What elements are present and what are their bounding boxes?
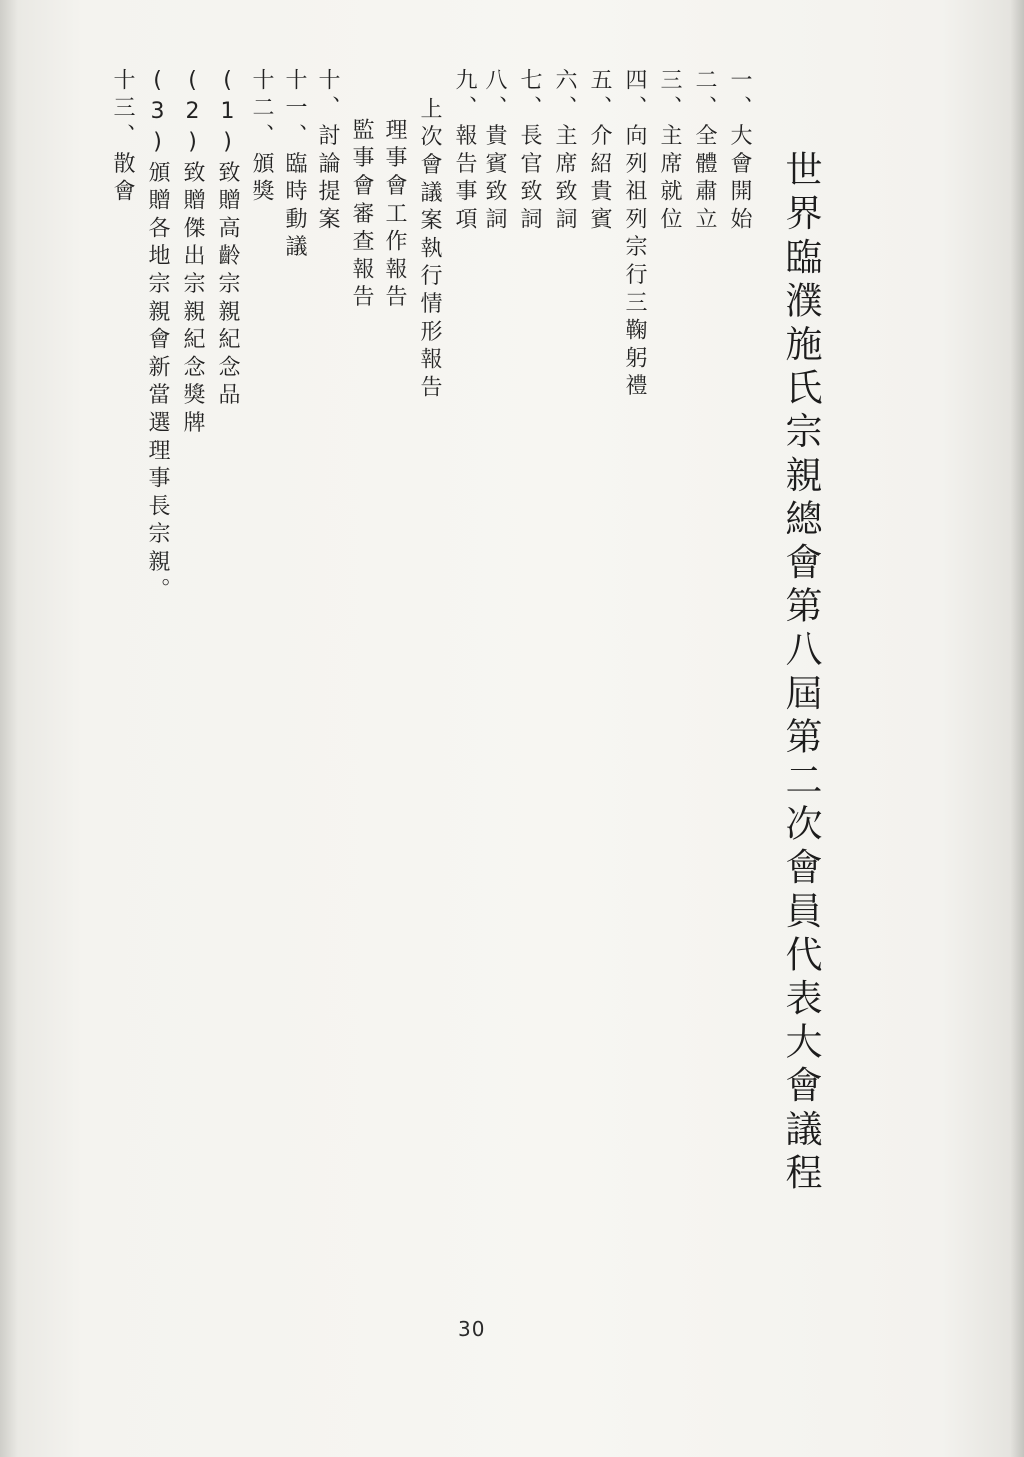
agenda-item-5: 五、介紹貴賓 [587, 68, 612, 235]
document-title: 世界臨濮施氏宗親總會第八屆第二次會員代表大會議程 [779, 150, 822, 1197]
agenda-item-9-sub-2: 理事會工作報告 [382, 118, 407, 313]
agenda-item-13: 十三、散會 [110, 68, 135, 207]
agenda-item-7: 七、長官致詞 [517, 68, 542, 235]
agenda-item-4: 四、向列祖列宗行三鞠躬禮 [622, 68, 647, 402]
agenda-item-8: 八、貴賓致詞 [482, 68, 507, 235]
agenda-item-12-sub-1: (1)致贈高齡宗親紀念品 [215, 68, 240, 411]
agenda-item-11: 十一、臨時動議 [282, 68, 307, 263]
agenda-item-1: 一、大會開始 [727, 68, 752, 235]
agenda-item-10: 十、討論提案 [315, 68, 340, 235]
agenda-item-6: 六、主席致詞 [552, 68, 577, 235]
agenda-item-9-sub-1: 上次會議案執行情形報告 [417, 97, 442, 403]
page-edge-right [1010, 0, 1024, 1457]
agenda-item-9-sub-3: 監事會審查報告 [349, 118, 374, 313]
page-edge-left [0, 0, 18, 1457]
agenda-item-9: 九、報告事項 [452, 68, 477, 235]
agenda-item-2: 二、全體肅立 [692, 68, 717, 235]
agenda-item-12-sub-3: (3)頒贈各地宗親會新當選理事長宗親。 [145, 68, 170, 606]
agenda-item-12: 十二、頒獎 [249, 68, 274, 207]
page-number: 30 [458, 1317, 486, 1341]
agenda-item-12-sub-2: (2)致贈傑出宗親紀念獎牌 [180, 68, 205, 439]
agenda-item-3: 三、主席就位 [657, 68, 682, 235]
